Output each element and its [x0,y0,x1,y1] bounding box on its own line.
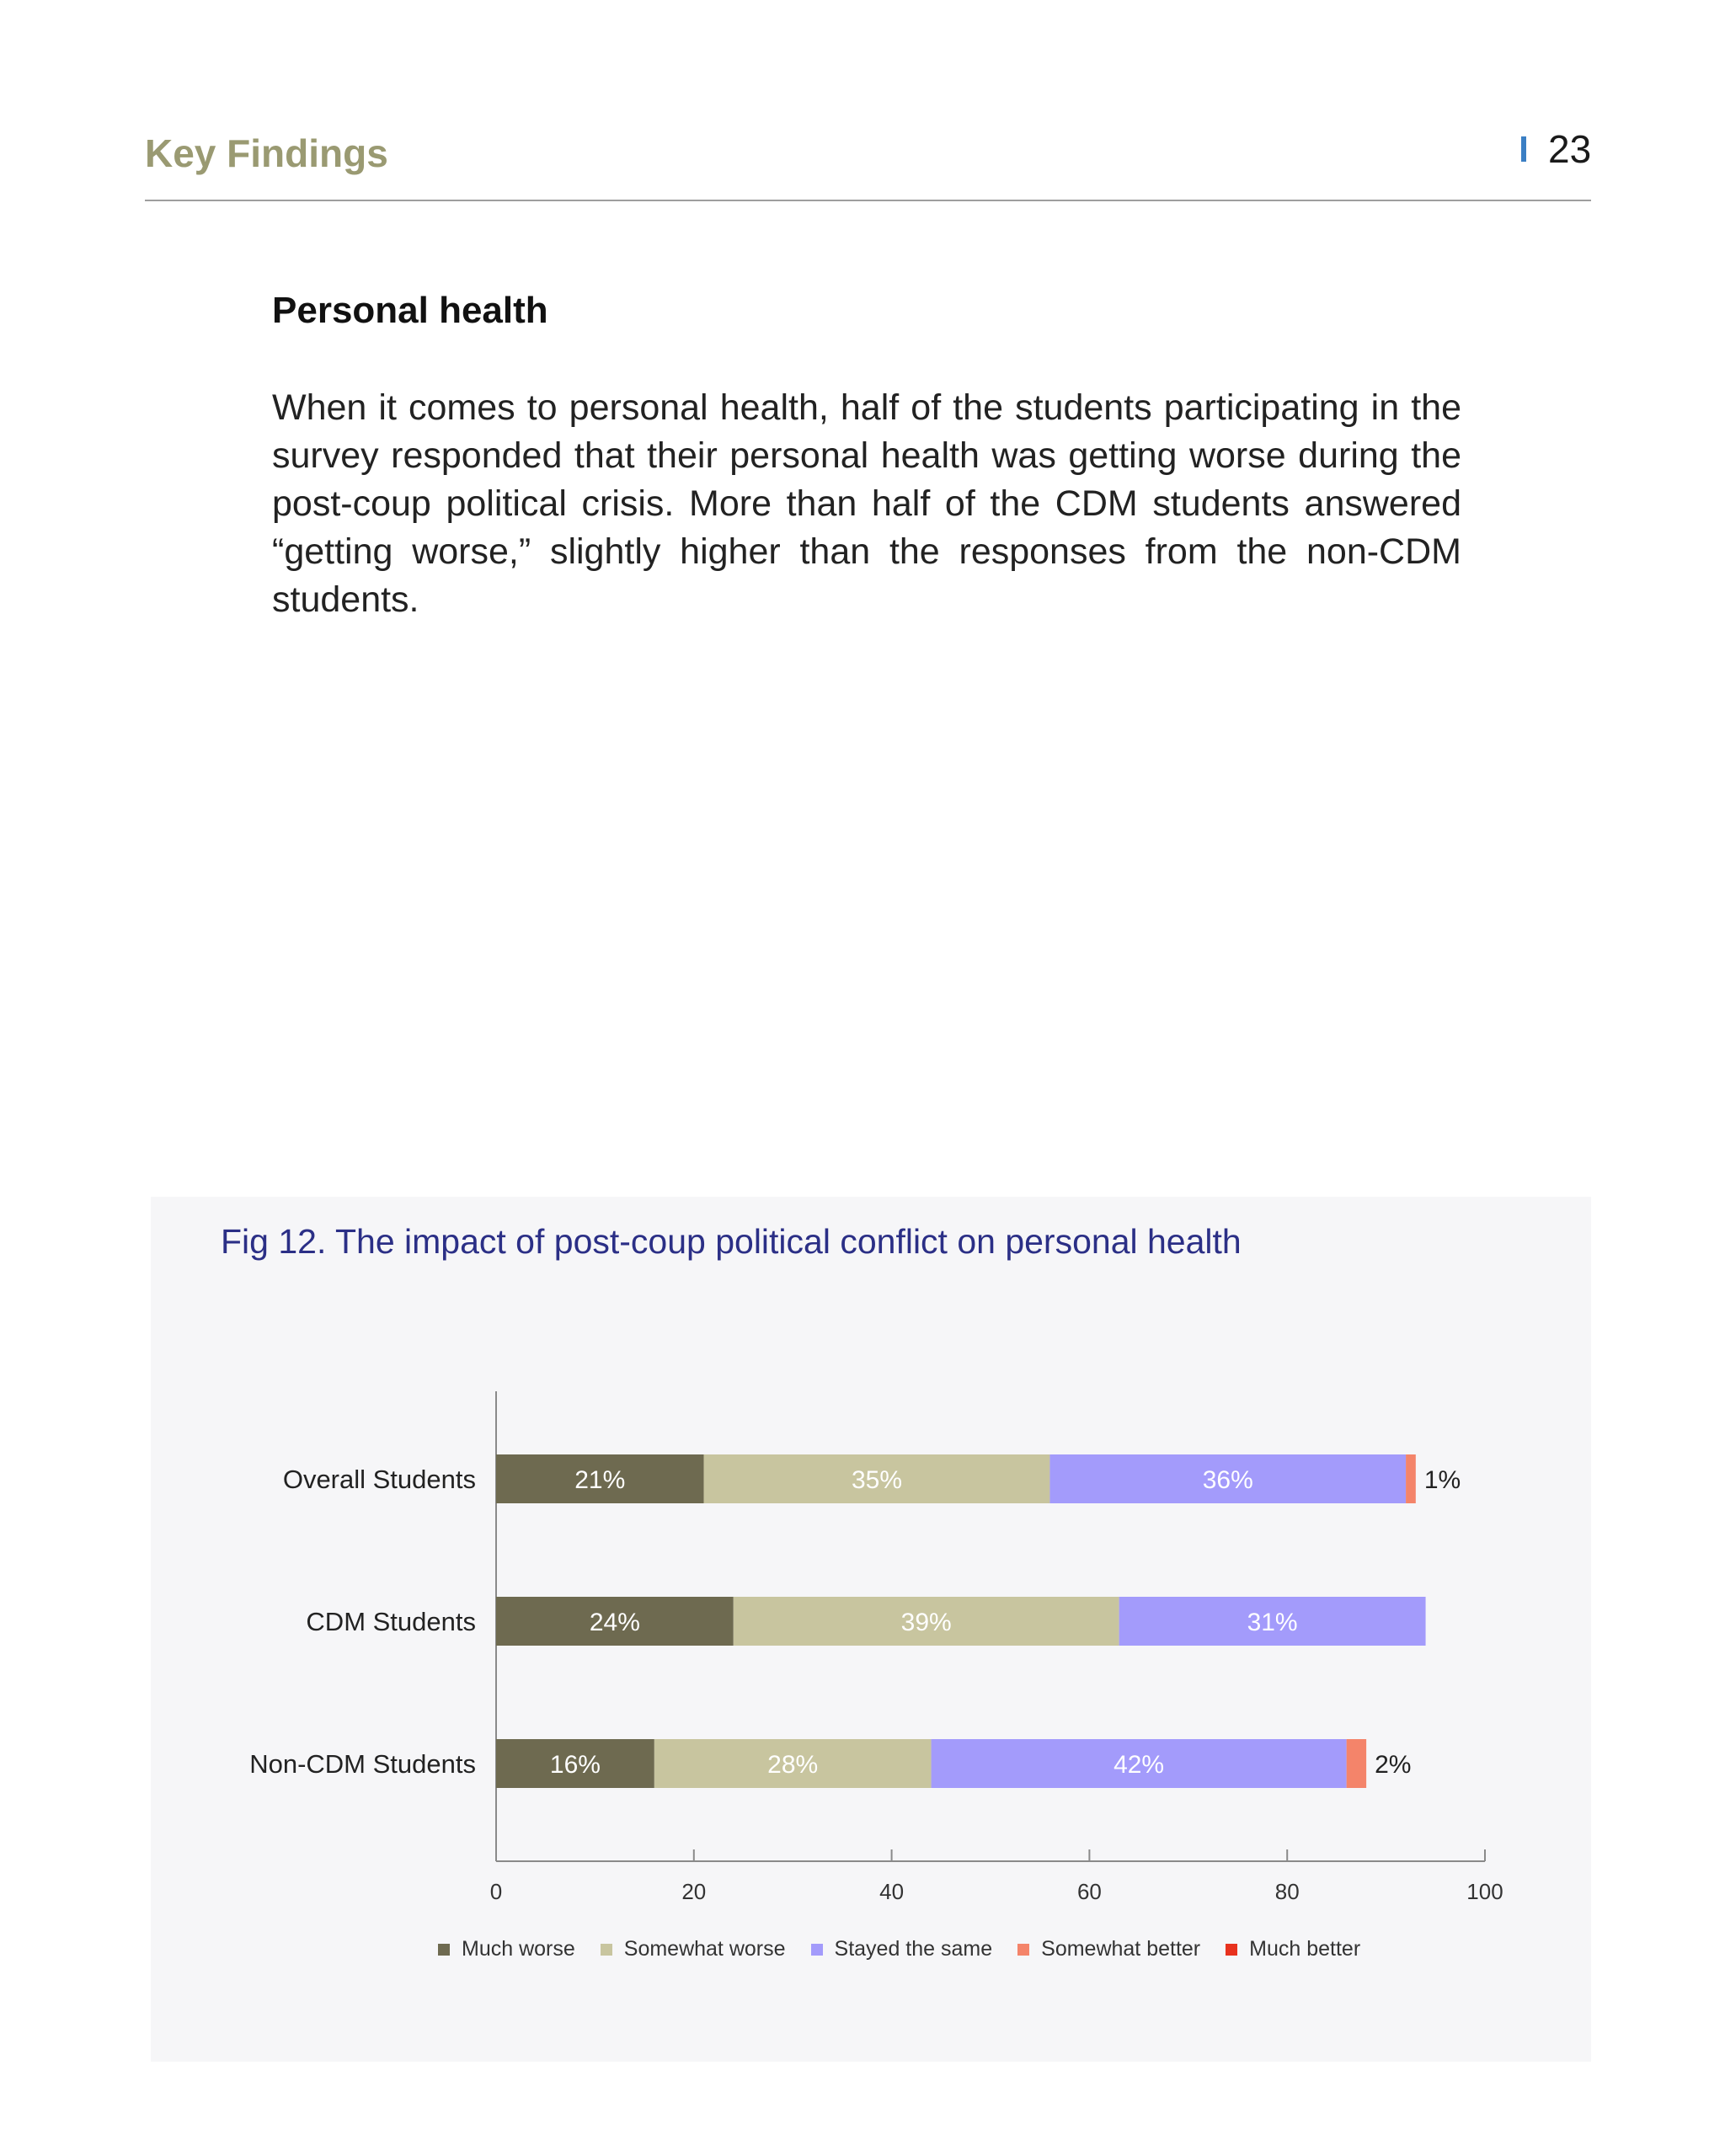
legend-item [811,1937,993,1961]
running-header-title: Key Findings [145,131,388,175]
data-label: 35% [851,1466,903,1494]
chart-legend [438,1937,1360,1961]
x-tick-label: 80 [1274,1879,1300,1904]
x-tick-label: 40 [879,1879,905,1904]
legend-item [1226,1937,1360,1961]
section-heading: Personal health [272,290,548,331]
legend-label: Stayed the same [834,1937,993,1961]
category-label: Non-CDM Students [249,1749,476,1779]
data-label: 31% [1247,1609,1298,1636]
page-number: 23 [1548,127,1592,171]
legend-item [1017,1937,1200,1961]
legend-item [438,1937,575,1961]
legend-item [601,1937,786,1961]
x-tick-label: 0 [489,1879,503,1904]
legend-swatch [1017,1944,1029,1956]
body-paragraph: When it comes to personal health, half of the students participating in the survey responded that their personal health was getting worse during the post-coup political crisis. More than half of the CDM students answered “getting worse,” slightly higher than the responses from the non-CDM students. [272,387,1461,620]
legend-label: Somewhat better [1041,1937,1201,1961]
legend-swatch [811,1944,823,1956]
bar-segment [1406,1454,1416,1503]
bar-segment [1347,1739,1366,1788]
legend-swatch [438,1944,450,1956]
legend-swatch [601,1944,612,1956]
legend-label: Much worse [462,1937,575,1961]
data-label: 21% [574,1466,626,1494]
figure-title: Fig 12. The impact of post-coup political conflict on personal health [221,1222,1242,1261]
legend-label: Much better [1249,1937,1361,1961]
data-label: 16% [549,1751,601,1779]
x-tick-label: 60 [1076,1879,1102,1904]
category-label: CDM Students [306,1607,476,1636]
data-label: 36% [1202,1466,1253,1494]
data-label: 28% [767,1751,819,1779]
data-label: 39% [900,1609,952,1636]
x-tick-label: 20 [681,1879,707,1904]
category-label: Overall Students [282,1465,476,1494]
data-label: 1% [1423,1466,1461,1494]
legend-swatch [1226,1944,1237,1956]
data-label: 24% [589,1609,640,1636]
x-tick-label: 100 [1466,1879,1503,1904]
data-label: 2% [1375,1751,1412,1779]
data-label: 42% [1114,1751,1165,1779]
legend-label: Somewhat worse [623,1937,786,1961]
